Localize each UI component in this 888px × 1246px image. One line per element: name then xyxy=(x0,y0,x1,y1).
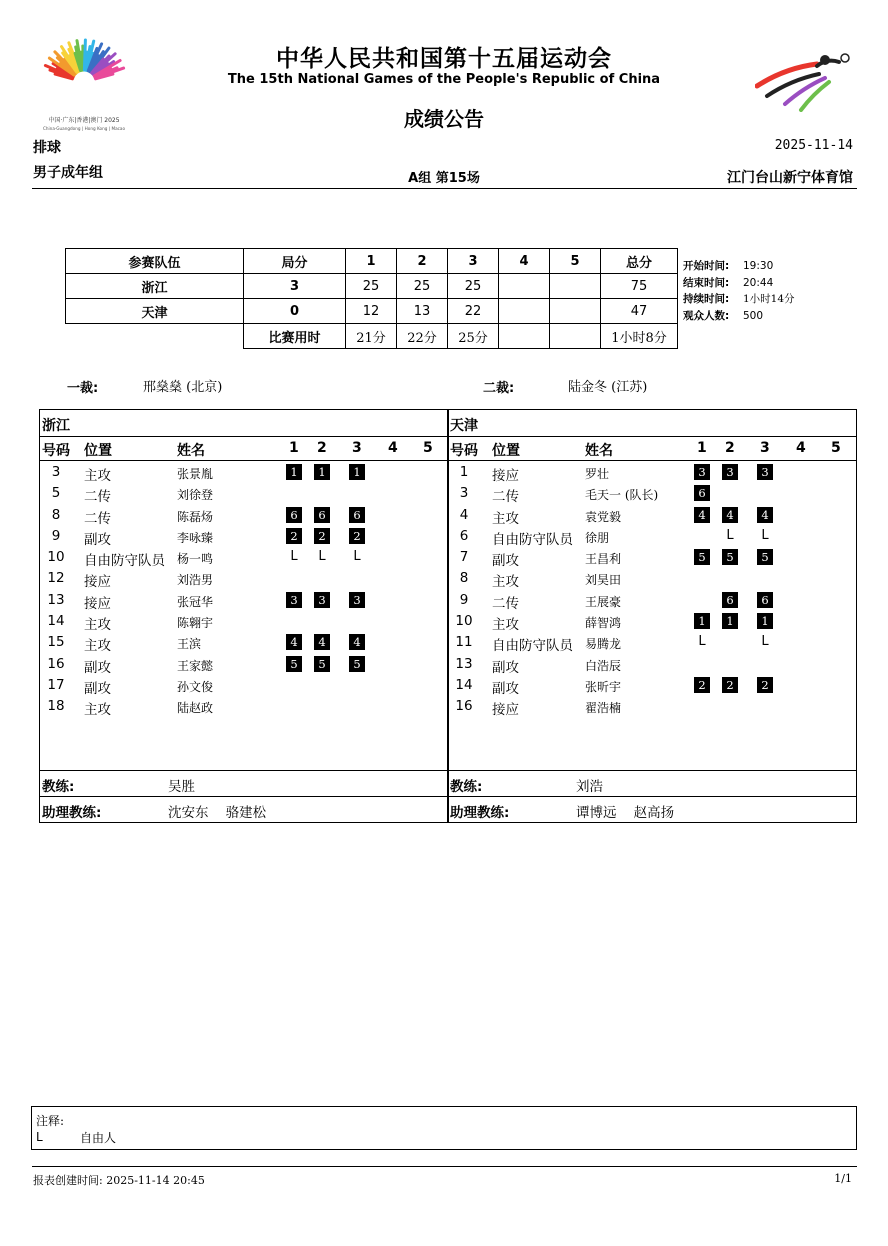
assistant-coach-label: 助理教练: xyxy=(42,805,102,821)
player-number: 9 xyxy=(459,591,469,608)
start-time-label: 开始时间: xyxy=(683,260,730,272)
starting-rotation-mark: 6 xyxy=(757,592,773,608)
logo-caption-en: China·Guangdong | Hong Kong | Macao xyxy=(42,126,126,131)
player-position: 副攻 xyxy=(84,659,111,676)
player-number: 9 xyxy=(51,527,61,544)
player-name: 张冠华 xyxy=(177,594,214,609)
score-row-team-b xyxy=(66,299,678,324)
player-position: 接应 xyxy=(492,468,519,484)
report-created-time: 报表创建时间: 2025-11-14 20:45 xyxy=(33,1174,205,1187)
header-set-1: 1 xyxy=(346,249,397,274)
player-name: 徐朋 xyxy=(585,530,610,545)
starting-rotation-mark: 5 xyxy=(349,656,365,672)
roster-rows xyxy=(448,462,856,718)
roster-column-header xyxy=(40,436,448,461)
player-number: 12 xyxy=(47,570,65,587)
roster-team-b xyxy=(447,409,857,823)
player-row xyxy=(448,632,856,653)
col-no: 号码 xyxy=(42,443,70,459)
starting-rotation-mark: 2 xyxy=(694,677,710,693)
spectators-label: 观众人数: xyxy=(683,309,730,322)
player-name: 白浩辰 xyxy=(585,658,622,673)
player-row xyxy=(40,505,448,526)
roster-team-header xyxy=(448,410,856,437)
libero-mark: L xyxy=(318,549,326,565)
duration-label: 持续时间: xyxy=(683,293,730,305)
player-number: 6 xyxy=(459,527,469,544)
header-team: 参赛队伍 xyxy=(66,249,244,274)
col-position: 位置 xyxy=(492,443,520,459)
starting-rotation-mark: 2 xyxy=(314,528,330,544)
assistant-coach-names: 谭博远 赵高扬 xyxy=(576,805,675,821)
player-row xyxy=(40,462,448,483)
player-position: 二传 xyxy=(492,489,519,506)
first-referee-label: 一裁: xyxy=(67,381,99,396)
second-referee-label: 二裁: xyxy=(483,381,515,396)
player-number: 4 xyxy=(459,506,469,523)
starting-rotation-mark: 5 xyxy=(314,656,330,672)
libero-mark: L xyxy=(353,549,361,565)
starting-rotation-mark: 1 xyxy=(722,613,738,629)
starting-rotation-mark: 3 xyxy=(757,464,773,480)
player-position: 副攻 xyxy=(492,680,519,697)
player-name: 陈翱宇 xyxy=(177,616,214,631)
starting-rotation-mark: 4 xyxy=(722,507,738,523)
footer-divider xyxy=(32,1166,857,1167)
libero-mark: L xyxy=(761,527,769,543)
player-position: 接应 xyxy=(492,702,519,719)
page-subtitle: The 15th National Games of the People's Republic of China xyxy=(227,72,661,87)
starting-rotation-mark: 4 xyxy=(694,507,710,523)
score-row-team-a xyxy=(66,274,678,299)
header-total: 总分 xyxy=(601,249,678,274)
page-title: 中华人民共和国第十五届运动会 xyxy=(276,46,612,72)
player-name: 陈磊炀 xyxy=(177,509,214,524)
player-position: 主攻 xyxy=(84,638,111,655)
player-name: 陆赵政 xyxy=(177,701,214,716)
player-position: 主攻 xyxy=(84,468,111,484)
player-name: 毛天一 (队长) xyxy=(585,488,659,503)
set-score: 13 xyxy=(397,299,448,324)
starting-rotation-mark: 4 xyxy=(349,634,365,650)
col-no: 号码 xyxy=(450,443,478,459)
player-row xyxy=(40,675,448,696)
player-number: 14 xyxy=(455,676,473,693)
player-name: 孙文俊 xyxy=(177,679,214,694)
libero-mark: L xyxy=(761,634,769,650)
player-number: 8 xyxy=(51,506,61,523)
player-row xyxy=(448,505,856,526)
set-duration: 21分 xyxy=(346,324,397,349)
roster-team-name: 天津 xyxy=(450,418,478,434)
starting-rotation-mark: 1 xyxy=(757,613,773,629)
sets-won: 0 xyxy=(244,299,346,324)
player-position: 副攻 xyxy=(84,680,111,697)
set-duration xyxy=(499,324,550,349)
set-score: 25 xyxy=(346,274,397,299)
player-position: 副攻 xyxy=(492,659,519,676)
venue-label: 江门台山新宁体育馆 xyxy=(727,170,853,186)
starting-rotation-mark: 3 xyxy=(314,592,330,608)
coach-row xyxy=(40,770,448,796)
player-row xyxy=(448,547,856,568)
player-number: 11 xyxy=(455,634,473,651)
player-number: 13 xyxy=(455,655,473,672)
player-row xyxy=(40,526,448,547)
end-time: 20:44 xyxy=(743,276,774,289)
player-row xyxy=(40,632,448,653)
header-set-4: 4 xyxy=(499,249,550,274)
player-row xyxy=(448,526,856,547)
team-name: 浙江 xyxy=(66,274,244,299)
player-position: 主攻 xyxy=(84,617,111,634)
player-position: 副攻 xyxy=(492,553,519,570)
assistant-coach-names: 沈安东 骆建松 xyxy=(168,805,267,821)
player-position: 接应 xyxy=(84,595,111,612)
player-number: 3 xyxy=(51,464,61,480)
round-label: A组 第15场 xyxy=(408,171,480,186)
duration-row xyxy=(66,324,678,349)
set-score xyxy=(499,274,550,299)
player-position: 主攻 xyxy=(84,702,111,719)
starting-rotation-mark: 1 xyxy=(349,464,365,480)
player-row xyxy=(448,568,856,589)
col-position: 位置 xyxy=(84,443,112,459)
duration-label: 比赛用时 xyxy=(244,324,346,349)
player-number: 8 xyxy=(459,570,469,587)
col-set-5: 5 xyxy=(831,440,841,456)
col-set-4: 4 xyxy=(796,440,806,456)
set-score: 12 xyxy=(346,299,397,324)
col-set-2: 2 xyxy=(725,440,735,456)
player-name: 易腾龙 xyxy=(585,637,622,652)
starting-rotation-mark: 6 xyxy=(314,507,330,523)
starting-rotation-mark: 3 xyxy=(349,592,365,608)
set-score xyxy=(550,274,601,299)
player-row xyxy=(448,675,856,696)
player-name: 王家懿 xyxy=(177,658,214,673)
starting-rotation-mark: 3 xyxy=(694,464,710,480)
roster-column-header xyxy=(448,436,856,461)
col-set-3: 3 xyxy=(760,440,770,456)
start-time: 19:30 xyxy=(743,260,774,272)
starting-rotation-mark: 1 xyxy=(286,464,302,480)
player-row xyxy=(40,590,448,611)
starting-rotation-mark: 2 xyxy=(286,528,302,544)
starting-rotation-mark: 6 xyxy=(349,507,365,523)
player-name: 李咏臻 xyxy=(177,530,214,545)
starting-rotation-mark: 5 xyxy=(286,656,302,672)
player-row xyxy=(40,696,448,717)
notes-value: 自由人 xyxy=(80,1131,117,1145)
notes-title: 注释: xyxy=(36,1114,65,1128)
starting-rotation-mark: 3 xyxy=(286,592,302,608)
player-number: 5 xyxy=(51,485,61,502)
player-name: 罗壮 xyxy=(585,467,610,481)
libero-mark: L xyxy=(698,634,706,650)
player-name: 刘浩男 xyxy=(177,573,214,588)
col-set-1: 1 xyxy=(289,440,299,456)
player-number: 14 xyxy=(47,613,65,630)
player-number: 17 xyxy=(47,676,65,693)
logo-caption: 中国·广东|香港|澳门 2025 xyxy=(48,117,120,124)
end-time-label: 结束时间: xyxy=(683,276,730,289)
starting-rotation-mark: 4 xyxy=(314,634,330,650)
player-position: 主攻 xyxy=(492,574,519,591)
player-name: 刘徐登 xyxy=(177,488,214,503)
player-row xyxy=(40,611,448,632)
header-divider xyxy=(32,188,857,189)
col-name: 姓名 xyxy=(177,443,205,459)
match-info xyxy=(683,258,795,324)
team-name: 天津 xyxy=(66,299,244,324)
score-header-row xyxy=(66,249,678,274)
player-position: 主攻 xyxy=(492,617,519,634)
player-row xyxy=(448,462,856,483)
libero-mark: L xyxy=(726,527,734,543)
starting-rotation-mark: 6 xyxy=(722,592,738,608)
roster-team-name: 浙江 xyxy=(42,418,70,434)
starting-rotation-mark: 5 xyxy=(757,549,773,565)
starting-rotation-mark: 5 xyxy=(722,549,738,565)
player-position: 二传 xyxy=(492,595,519,612)
player-name: 袁党毅 xyxy=(585,509,622,524)
player-number: 10 xyxy=(47,549,65,566)
player-position: 接应 xyxy=(84,574,111,591)
player-row xyxy=(448,696,856,717)
starting-rotation-mark: 3 xyxy=(722,464,738,480)
match-date: 2025-11-14 xyxy=(774,138,853,153)
starting-rotation-mark: 4 xyxy=(286,634,302,650)
set-duration xyxy=(550,324,601,349)
set-score: 25 xyxy=(397,274,448,299)
starting-rotation-mark: 1 xyxy=(694,613,710,629)
player-position: 主攻 xyxy=(492,510,519,527)
starting-rotation-mark: 2 xyxy=(722,677,738,693)
coach-name: 吴胜 xyxy=(168,779,195,795)
player-name: 杨一鸣 xyxy=(177,552,214,567)
player-row xyxy=(40,568,448,589)
header-sets: 局分 xyxy=(244,249,346,274)
score-table xyxy=(65,248,678,349)
starting-rotation-mark: 1 xyxy=(314,464,330,480)
player-row xyxy=(448,611,856,632)
player-name: 薛智鸿 xyxy=(585,616,622,631)
coach-name: 刘浩 xyxy=(576,779,603,795)
player-name: 王昌利 xyxy=(585,552,622,567)
roster-rows xyxy=(40,462,448,718)
player-name: 张景胤 xyxy=(177,467,214,481)
header-set-3: 3 xyxy=(448,249,499,274)
starting-rotation-mark: 2 xyxy=(757,677,773,693)
player-number: 16 xyxy=(47,655,65,672)
player-number: 13 xyxy=(47,591,65,608)
set-duration: 22分 xyxy=(397,324,448,349)
coach-label: 教练: xyxy=(450,779,483,795)
player-name: 王滨 xyxy=(177,637,202,652)
notes-box xyxy=(31,1106,857,1150)
roster-team-a xyxy=(39,409,449,823)
player-row xyxy=(448,654,856,675)
coach-row xyxy=(448,770,856,796)
sets-won: 3 xyxy=(244,274,346,299)
col-set-5: 5 xyxy=(423,440,433,456)
player-position: 自由防守队员 xyxy=(492,638,573,655)
col-set-2: 2 xyxy=(317,440,327,456)
player-position: 自由防守队员 xyxy=(84,553,165,570)
player-number: 18 xyxy=(47,698,65,715)
player-name: 刘昊田 xyxy=(585,573,622,588)
player-row xyxy=(40,654,448,675)
bulletin-title: 成绩公告 xyxy=(404,107,484,131)
assistant-coach-row xyxy=(448,796,856,822)
first-referee: 邢燊燊 (北京) xyxy=(143,380,223,395)
total-duration: 1小时8分 xyxy=(601,324,678,349)
player-number: 7 xyxy=(459,549,469,566)
player-row xyxy=(40,483,448,504)
spectators: 500 xyxy=(743,309,764,322)
player-position: 自由防守队员 xyxy=(492,531,573,548)
set-score: 22 xyxy=(448,299,499,324)
match-duration: 1小时14分 xyxy=(743,293,795,305)
player-row xyxy=(40,547,448,568)
player-position: 副攻 xyxy=(84,531,111,548)
header-set-2: 2 xyxy=(397,249,448,274)
player-position: 二传 xyxy=(84,489,111,506)
player-number: 16 xyxy=(455,698,473,715)
page-number: 1/1 xyxy=(834,1172,852,1185)
sport-label: 排球 xyxy=(33,140,61,156)
player-number: 15 xyxy=(47,634,65,651)
player-row xyxy=(448,483,856,504)
player-name: 王展豪 xyxy=(585,594,622,609)
player-name: 翟浩楠 xyxy=(585,701,622,716)
starting-rotation-mark: 2 xyxy=(349,528,365,544)
set-score: 25 xyxy=(448,274,499,299)
player-position: 二传 xyxy=(84,510,111,527)
col-set-1: 1 xyxy=(697,440,707,456)
category-label: 男子成年组 xyxy=(33,165,103,181)
player-row xyxy=(448,590,856,611)
header-set-5: 5 xyxy=(550,249,601,274)
player-name: 张昕宇 xyxy=(585,679,622,694)
starting-rotation-mark: 6 xyxy=(694,485,710,501)
set-duration: 25分 xyxy=(448,324,499,349)
player-number: 10 xyxy=(455,613,473,630)
total-points: 47 xyxy=(601,299,678,324)
starting-rotation-mark: 4 xyxy=(757,507,773,523)
assistant-coach-label: 助理教练: xyxy=(450,805,510,821)
total-points: 75 xyxy=(601,274,678,299)
assistant-coach-row xyxy=(40,796,448,822)
libero-mark: L xyxy=(290,549,298,565)
col-set-3: 3 xyxy=(352,440,362,456)
starting-rotation-mark: 6 xyxy=(286,507,302,523)
player-number: 3 xyxy=(459,485,469,502)
notes-key: L xyxy=(36,1130,43,1144)
starting-rotation-mark: 5 xyxy=(694,549,710,565)
player-number: 1 xyxy=(459,464,469,480)
coach-label: 教练: xyxy=(42,779,75,795)
set-score xyxy=(550,299,601,324)
col-set-4: 4 xyxy=(388,440,398,456)
set-score xyxy=(499,299,550,324)
col-name: 姓名 xyxy=(585,443,613,459)
roster-team-header xyxy=(40,410,448,437)
second-referee: 陆金冬 (江苏) xyxy=(568,380,648,395)
